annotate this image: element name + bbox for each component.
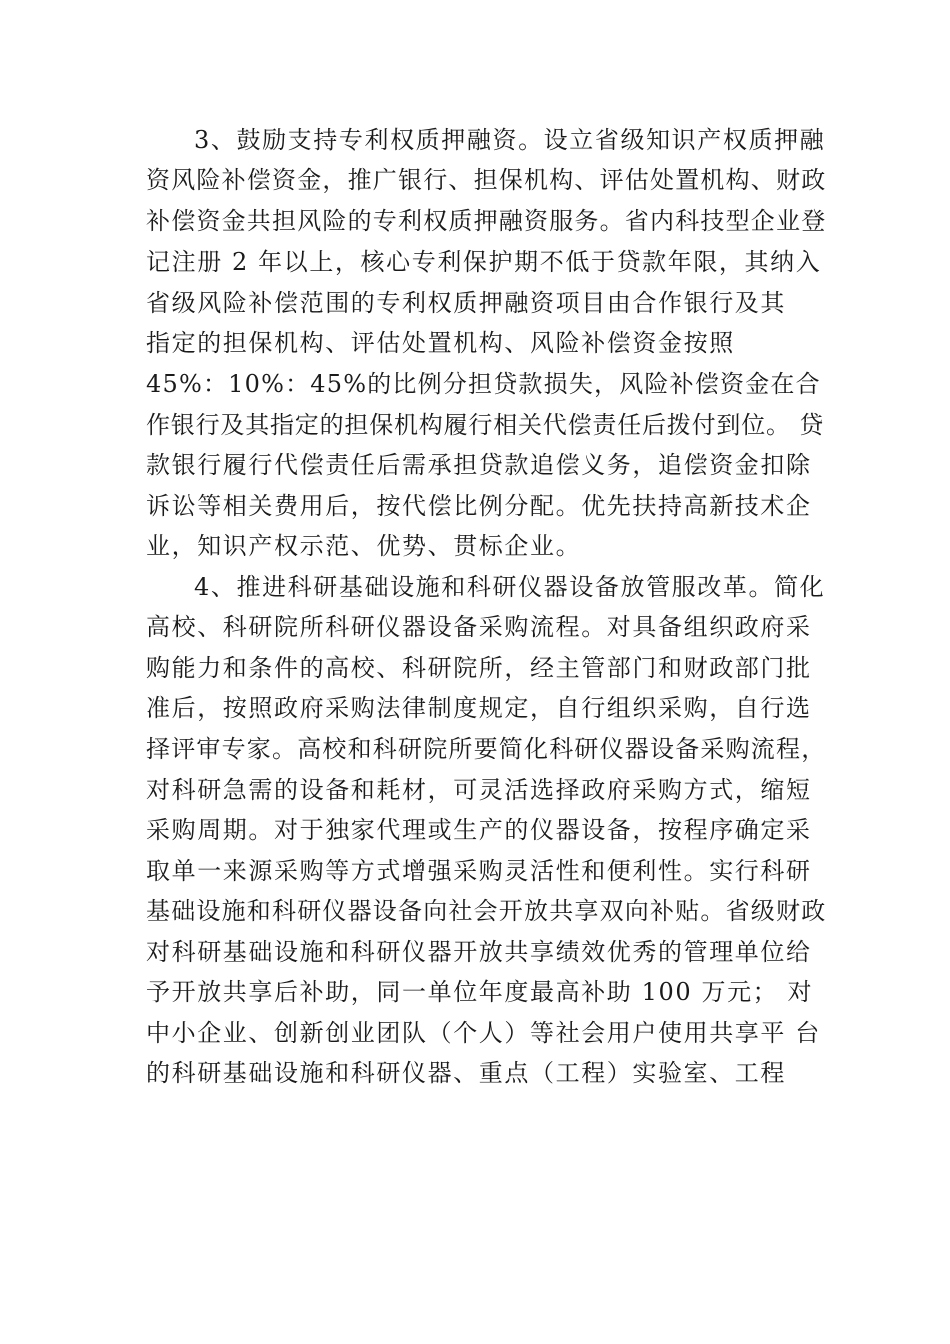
paragraph-3-line-9: 款银行履行代偿责任后需承担贷款追偿义务，追偿资金扣除 [146, 451, 812, 479]
paragraph-3-line-4: 记注册 2 年以上，核心专利保护期不低于贷款年限，其纳入 [146, 248, 822, 276]
paragraph-3-line-6: 指定的担保机构、评估处置机构、风险补偿资金按照 [146, 329, 735, 357]
paragraph-3-line-7: 45%：10%：45%的比例分担贷款损失，风险补偿资金在合 [146, 370, 821, 398]
paragraph-4-line-12: 中小企业、创新创业团队（个人）等社会用户使用共享平 台 [146, 1019, 821, 1047]
paragraph-4-line-1: 4、推进科研基础设施和科研仪器设备放管服改革。简化 [194, 573, 826, 601]
paragraph-3-line-1: 3、鼓励支持专利权质押融资。设立省级知识产权质押融 [194, 126, 826, 154]
paragraph-4-line-13: 的科研基础设施和科研仪器、重点（工程）实验室、工程 [146, 1059, 786, 1087]
paragraph-4-line-3: 购能力和条件的高校、科研院所，经主管部门和财政部门批 [146, 654, 812, 682]
paragraph-4-line-11: 予开放共享后补助，同一单位年度最高补助 100 万元； 对 [146, 978, 814, 1006]
paragraph-4-line-2: 高校、科研院所科研仪器设备采购流程。对具备组织政府采 [146, 613, 812, 641]
paragraph-3-line-3: 补偿资金共担风险的专利权质押融资服务。省内科技型企业登 [146, 207, 827, 235]
paragraph-4-line-9: 基础设施和科研仪器设备向社会开放共享双向补贴。省级财政 [146, 897, 827, 925]
paragraph-4-line-10: 对科研基础设施和科研仪器开放共享绩效优秀的管理单位给 [146, 938, 812, 966]
paragraph-4-line-7: 采购周期。对于独家代理或生产的仪器设备，按程序确定采 [146, 816, 812, 844]
paragraph-3-line-10: 诉讼等相关费用后，按代偿比例分配。优先扶持高新技术企 [146, 492, 812, 520]
paragraph-3-line-11: 业，知识产权示范、优势、贯标企业。 [146, 532, 582, 560]
paragraph-4-line-8: 取单一来源采购等方式增强采购灵活性和便利性。实行科研 [146, 857, 812, 885]
paragraph-3-line-5: 省级风险补偿范围的专利权质押融资项目由合作银行及其 [146, 289, 786, 317]
paragraph-3-line-2: 资风险补偿资金，推广银行、担保机构、评估处置机构、财政 [146, 166, 827, 194]
paragraph-4-line-6: 对科研急需的设备和耗材，可灵活选择政府采购方式，缩短 [146, 776, 812, 804]
paragraph-4-line-4: 准后，按照政府采购法律制度规定，自行组织采购，自行选 [146, 694, 812, 722]
paragraph-3-line-8: 作银行及其指定的担保机构履行相关代偿责任后拨付到位。 贷 [146, 411, 825, 439]
paragraph-4-line-5: 择评审专家。高校和科研院所要简化科研仪器设备采购流程， [146, 735, 827, 763]
